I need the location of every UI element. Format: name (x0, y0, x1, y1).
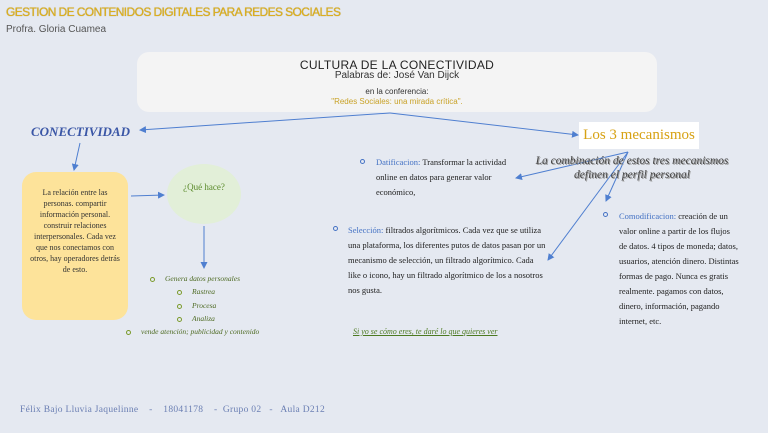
vende-text: vende atención; publicidad y contenido (141, 327, 260, 336)
seleccion-block (348, 223, 548, 298)
header-title: GESTION DE CONTENIDOS DIGITALES PARA REDES SOCIALES (6, 5, 341, 19)
author-name: Profra. Gloria Cuamea (6, 24, 107, 35)
rastrea-item (177, 287, 215, 296)
footer-student-info: Félix Bajo Lluvia Jaquelinne - 18041178 - Grupo 02 - Aula D212 (20, 405, 326, 415)
genera-item (150, 274, 240, 283)
que-hace-circle: ¿Qué hace? (167, 164, 241, 224)
bullet-icon (177, 290, 182, 295)
main-title: CULTURA DE LA CONECTIVIDAD (299, 58, 495, 72)
rastrea-text: Rastrea (192, 287, 216, 296)
bullet-icon (333, 226, 338, 231)
bullet-icon (603, 212, 608, 217)
bullet-icon (150, 277, 155, 282)
bullet-icon (126, 330, 131, 335)
datificacion-block (376, 155, 516, 200)
genera-text: Genera datos personales (165, 274, 240, 283)
frase-quote: Si yo se cómo eres, te daré lo que quieres ver (353, 327, 498, 336)
conference-label: en la conferencia: (365, 87, 429, 96)
bullet-icon (177, 304, 182, 309)
subtitle-author: Palabras de: José Van Dijck (334, 70, 460, 81)
bullet-icon (360, 159, 365, 164)
comodificacion-term: Comodificacion: (619, 211, 677, 221)
bullet-icon (177, 317, 182, 322)
comodificacion-text: creación de un valor online a partir de los flujos de datos. 4 tipos de moneda; datos, usuarios, atención dinero. Distintas formas de pago. Nunca es gratis realmente. pagamos con datos, dinero, información, pagando internet, etc. (619, 211, 739, 326)
mecanismos-box: Los 3 mecanismos (579, 122, 699, 149)
analiza-item (177, 314, 215, 323)
datificacion-term: Datificacion: (376, 157, 421, 167)
combinacion-note: La combinación de estos tres mecanismos definen el perfil personal (535, 155, 729, 181)
seleccion-text: filtrados algorítmicos. Cada vez que se utiliza una plataforma, los diferentes putos de datos pasan por un mecanismo de selección, un filtrado algorítmico. Cada like o icono, hay un filtrado algorítmico de los a nosotros nos gusta. (348, 225, 546, 295)
comodificacion-block (619, 209, 739, 329)
vende-item (126, 327, 259, 336)
analiza-text: Analiza (192, 314, 215, 323)
datificacion-text: Transformar la actividad online en datos para generar valor económico, (376, 157, 507, 197)
seleccion-term: Selección: (348, 225, 384, 235)
arrow-title-to-conectividad (140, 113, 390, 130)
relacion-box: La relación entre las personas. compartir información personal. construir relaciones interpersonales. Cada vez que nos conectamos con otros, hay operadores detrás de esto. (22, 172, 128, 320)
procesa-text: Procesa (192, 301, 217, 310)
conference-name: "Redes Sociales: una mirada crítica". (331, 97, 463, 106)
arrow-title-to-mecanismos (390, 113, 578, 135)
arrow-conectividad-to-relacion (74, 143, 80, 170)
arrow-relacion-to-quehace (131, 195, 164, 196)
procesa-item (177, 301, 216, 310)
conectividad-heading: CONECTIVIDAD (31, 124, 130, 139)
